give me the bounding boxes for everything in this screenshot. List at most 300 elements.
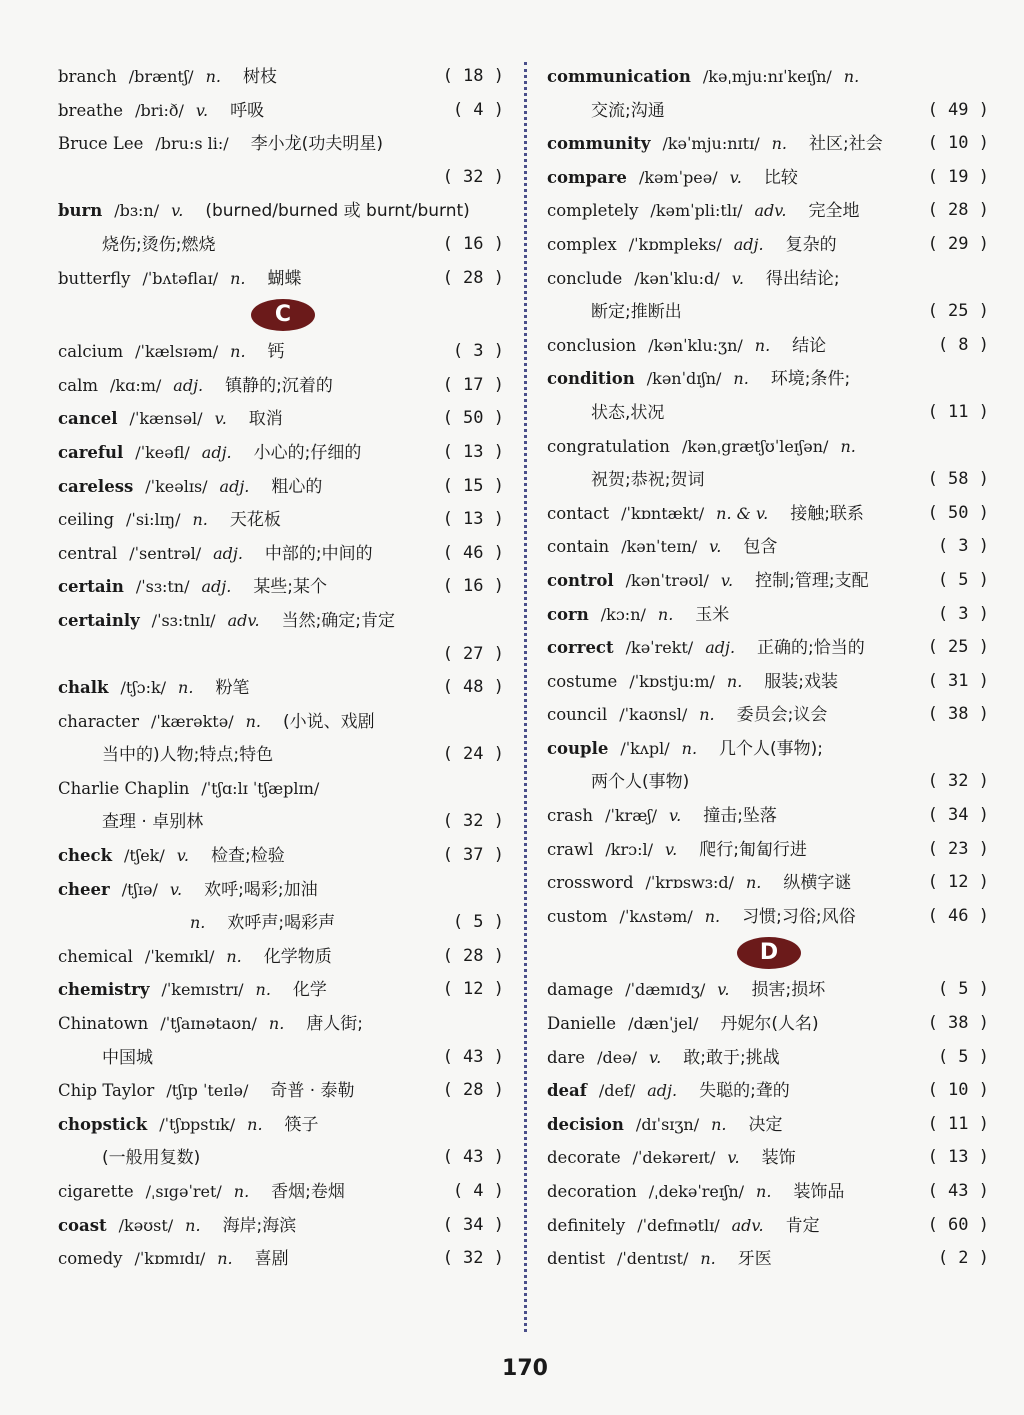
- headword: conclusion: [547, 335, 637, 355]
- part-of-speech: n.: [745, 873, 762, 893]
- part-of-speech: v.: [709, 537, 722, 557]
- entry-text: [58, 194, 470, 229]
- chinese-meaning: 钙: [267, 342, 285, 363]
- dictionary-entry: [58, 470, 504, 504]
- page-number: 170: [502, 1356, 548, 1381]
- headword: community: [547, 134, 651, 154]
- headword: control: [547, 570, 614, 590]
- chinese-meaning: 欢呼声;喝彩声: [227, 913, 336, 934]
- phonetic-transcription: /dænˈjel/: [628, 1014, 699, 1034]
- entry-text: [547, 127, 883, 162]
- phonetic-transcription: /ˈdekəreɪt/: [632, 1148, 716, 1168]
- unit-reference: ( 31 ): [927, 670, 989, 691]
- part-of-speech: v.: [729, 167, 742, 187]
- dictionary-entry: [58, 503, 504, 537]
- chinese-meaning: 状态,状况: [591, 402, 665, 423]
- headword: cheer: [58, 879, 110, 899]
- part-of-speech: n.: [771, 134, 787, 154]
- headword: cigarette: [58, 1182, 134, 1201]
- entry-continuation: [58, 1141, 504, 1175]
- chinese-meaning: 结论: [792, 335, 827, 356]
- phonetic-transcription: /ˈkʌstəm/: [619, 906, 693, 926]
- dictionary-entry: [58, 839, 504, 873]
- unit-reference: ( 8 ): [937, 334, 989, 355]
- unit-reference: ( 28 ): [442, 945, 504, 966]
- phonetic-transcription: /ˌsɪgəˈret/: [145, 1182, 222, 1201]
- entry-text: [591, 463, 704, 498]
- dictionary-entry: [547, 631, 989, 665]
- phonetic-transcription: /ˈkemɪstrɪ/: [161, 980, 244, 1000]
- phonetic-transcription: /kənˌgrætʃʊˈleɪʃən/: [681, 436, 829, 456]
- entry-continuation: [58, 1041, 504, 1075]
- phonetic-transcription: /ˈkræʃ/: [605, 806, 657, 826]
- part-of-speech: n.: [843, 67, 860, 86]
- unit-reference: ( 18 ): [442, 66, 504, 86]
- dictionary-entry: [58, 1175, 504, 1209]
- part-of-speech: n.: [185, 1215, 201, 1235]
- unit-reference: ( 5 ): [937, 1046, 989, 1067]
- headword: crash: [547, 806, 594, 826]
- entry-text: [591, 765, 689, 800]
- dictionary-entry: [58, 194, 504, 228]
- chinese-meaning: 丹妮尔(人名): [720, 1014, 819, 1035]
- phonetic-transcription: /ˈtʃɑ:lɪ ˈtʃæplɪn/: [201, 778, 320, 798]
- part-of-speech: v.: [176, 846, 189, 866]
- headword: certainly: [58, 610, 140, 630]
- entry-text: [58, 127, 383, 162]
- phonetic-transcription: /kɑ:m/: [110, 375, 162, 395]
- unit-reference: ( 12 ): [927, 872, 989, 893]
- entry-text: [58, 570, 327, 605]
- dictionary-entry: [58, 1108, 504, 1142]
- dictionary-entry: [547, 732, 989, 766]
- phonetic-transcription: /ˈkaʊnsl/: [619, 705, 688, 725]
- part-of-speech: v.: [720, 570, 734, 590]
- part-of-speech: n.: [233, 1182, 250, 1201]
- chinese-meaning: 化学物质: [263, 946, 332, 967]
- part-of-speech: n.: [840, 436, 856, 456]
- phonetic-transcription: /ˈkɒntækt/: [621, 503, 705, 523]
- dictionary-entry: [547, 1209, 989, 1243]
- chinese-meaning: 某些;某个: [253, 577, 328, 598]
- part-of-speech: n.: [681, 738, 698, 758]
- dictionary-entry: [547, 564, 989, 598]
- unit-reference: ( 58 ): [927, 469, 989, 490]
- chinese-meaning: 复杂的: [785, 234, 837, 255]
- part-of-speech: adj.: [213, 543, 243, 563]
- unit-reference: ( 38 ): [927, 1013, 989, 1034]
- unit-reference: ( 25 ): [927, 301, 989, 322]
- entry-text: [58, 839, 285, 874]
- part-of-speech: n.: [190, 913, 206, 933]
- entry-text: [58, 873, 318, 908]
- part-of-speech: v.: [727, 1148, 740, 1168]
- entry-text: [58, 604, 395, 639]
- chinese-meaning: 祝贺;恭祝;贺词: [591, 470, 705, 491]
- chinese-meaning: 唐人街;: [306, 1014, 364, 1035]
- headword: chemistry: [58, 980, 150, 1000]
- column-divider: [524, 62, 527, 1332]
- unit-reference: ( 37 ): [442, 845, 504, 866]
- unit-reference: ( 10 ): [927, 133, 989, 154]
- unit-reference: ( 32 ): [442, 166, 504, 187]
- unit-reference: ( 16 ): [442, 233, 504, 254]
- part-of-speech: v.: [664, 839, 678, 859]
- entry-text: [547, 1242, 772, 1277]
- dictionary-entry: [58, 570, 504, 604]
- unit-reference: ( 3 ): [452, 341, 504, 362]
- unit-reference: ( 19 ): [927, 166, 989, 187]
- dictionary-entry: [58, 772, 504, 806]
- entry-text: [547, 262, 840, 297]
- part-of-speech: n.: [704, 906, 721, 926]
- entry-continuation: [547, 463, 989, 497]
- phonetic-transcription: /ˈkænsəl/: [129, 409, 203, 429]
- unit-reference: ( 15 ): [442, 475, 504, 496]
- entry-text: [58, 537, 373, 572]
- dictionary-entry: [547, 228, 989, 262]
- chinese-meaning: 正确的;恰当的: [757, 638, 865, 659]
- entry-text: [58, 1209, 296, 1244]
- dictionary-entry: [58, 973, 504, 1007]
- headword: chopstick: [58, 1114, 148, 1134]
- entry-text: [58, 94, 264, 129]
- unit-reference: ( 5 ): [937, 569, 989, 590]
- headword: Bruce Lee: [58, 134, 144, 154]
- chinese-meaning: 香烟;卷烟: [271, 1182, 345, 1202]
- phonetic-transcription: /ˈsɜ:tnlɪ/: [151, 610, 216, 630]
- entry-continuation: [58, 228, 504, 262]
- unit-reference: ( 48 ): [442, 677, 504, 698]
- chinese-meaning: 呼吸: [230, 100, 265, 121]
- chinese-meaning: 比较: [763, 167, 798, 188]
- unit-reference: ( 49 ): [927, 99, 989, 120]
- chinese-meaning: 李小龙(功夫明星): [250, 134, 383, 155]
- entry-continuation: [58, 805, 504, 839]
- dictionary-entry: [547, 262, 989, 296]
- entry-text: [547, 564, 869, 599]
- dictionary-entry: [58, 127, 504, 161]
- entry-text: [547, 1209, 820, 1244]
- unit-reference: ( 43 ): [442, 1046, 504, 1067]
- entry-text: [547, 698, 827, 733]
- entry-text: [547, 194, 859, 229]
- phonetic-transcription: /ˈbʌtəflaɪ/: [142, 268, 219, 288]
- headword: certain: [58, 577, 124, 597]
- headword: character: [58, 711, 139, 731]
- chinese-meaning: (小说、戏剧: [282, 711, 375, 732]
- unit-reference: ( 32 ): [442, 1248, 504, 1269]
- entry-text: [58, 436, 361, 471]
- entry-text: [102, 738, 273, 773]
- unit-reference: ( 11 ): [927, 401, 989, 422]
- dictionary-entry: [58, 671, 504, 705]
- part-of-speech: v.: [214, 409, 227, 429]
- phonetic-transcription: /kənˈtrəʊl/: [625, 570, 709, 590]
- entry-text: [58, 1108, 319, 1143]
- phonetic-transcription: /krɔ:l/: [605, 839, 653, 859]
- headword: contain: [547, 537, 610, 557]
- chinese-meaning: 当中的)人物;特点;特色: [102, 745, 274, 766]
- phonetic-transcription: /ˈdentɪst/: [616, 1249, 689, 1269]
- part-of-speech: n.: [726, 671, 743, 691]
- entry-text: [547, 833, 807, 868]
- entry-text: [547, 732, 823, 767]
- headword: careful: [58, 442, 124, 462]
- chinese-meaning: 筷子: [284, 1114, 319, 1135]
- entry-text: [591, 295, 682, 330]
- phonetic-transcription: /bri:ð/: [135, 100, 184, 120]
- unit-reference: ( 17 ): [442, 374, 504, 395]
- phonetic-transcription: /kəʊst/: [118, 1215, 174, 1235]
- dictionary-entry: [547, 497, 989, 531]
- dictionary-entry: [547, 900, 989, 934]
- unit-reference: ( 38 ): [927, 704, 989, 725]
- phonetic-transcription: /kəmˈpeə/: [638, 167, 718, 187]
- headword: congratulation: [547, 436, 670, 456]
- entry-continuation: [547, 765, 989, 799]
- unit-reference: ( 10 ): [927, 1080, 989, 1101]
- unit-reference: ( 3 ): [937, 603, 989, 624]
- headword: costume: [547, 671, 618, 691]
- dictionary-entry: [547, 194, 989, 228]
- part-of-speech: adv.: [754, 201, 787, 221]
- entry-text: [547, 1007, 819, 1042]
- chinese-meaning: 敢;敢于;挑战: [683, 1047, 780, 1068]
- chinese-meaning: 接触;联系: [790, 503, 864, 524]
- headword: crossword: [547, 873, 634, 893]
- dictionary-entry: [547, 598, 989, 632]
- part-of-speech: n. & v.: [716, 503, 769, 523]
- phonetic-transcription: /kəˌmju:nɪˈkeɪʃn/: [702, 67, 832, 86]
- phonetic-transcription: /tʃɔ:k/: [120, 678, 167, 698]
- phonetic-transcription: /ˈkɒmpleks/: [628, 234, 722, 254]
- dictionary-entry: [58, 604, 504, 638]
- chinese-meaning: 完全地: [808, 201, 860, 222]
- entry-text: [547, 900, 856, 935]
- entry-text: [547, 1108, 783, 1143]
- part-of-speech: adj.: [201, 577, 232, 597]
- letter-badge-c: C: [251, 299, 315, 331]
- unit-reference: ( 29 ): [927, 233, 989, 254]
- chinese-meaning: 天花板: [229, 510, 281, 531]
- chinese-meaning: 小心的;仔细的: [253, 442, 362, 463]
- entry-text: [547, 430, 856, 464]
- chinese-meaning: 社区;社会: [808, 134, 883, 155]
- unit-reference: ( 2 ): [937, 1248, 989, 1269]
- phonetic-transcription: /kənˈklu:d/: [634, 268, 720, 288]
- part-of-speech: n.: [657, 604, 674, 624]
- entry-text: [58, 402, 283, 437]
- unit-reference: ( 13 ): [442, 441, 504, 462]
- headword: communication: [547, 67, 691, 86]
- entry-continuation: [58, 738, 504, 772]
- entry-text: [547, 1041, 780, 1076]
- phonetic-transcription: /ˈkeəfl/: [135, 442, 190, 462]
- dictionary-entry: [58, 1007, 504, 1041]
- chinese-meaning: 几个人(事物);: [719, 738, 824, 759]
- phonetic-transcription: /tʃɪp ˈteɪlə/: [166, 1081, 249, 1101]
- entry-text: [58, 369, 333, 404]
- chinese-meaning: 决定: [748, 1114, 783, 1135]
- chinese-meaning: 蝴蝶: [267, 268, 302, 289]
- headword: deaf: [547, 1081, 587, 1101]
- chinese-meaning: 树枝: [242, 67, 277, 87]
- letter-section-header: [547, 933, 989, 973]
- dictionary-entry: [547, 1007, 989, 1041]
- part-of-speech: v.: [731, 268, 744, 288]
- part-of-speech: v.: [717, 980, 730, 1000]
- entry-text: [547, 530, 777, 565]
- headword: central: [58, 543, 118, 563]
- headword: check: [58, 846, 113, 866]
- headword: branch: [58, 67, 117, 86]
- chinese-meaning: 肯定: [785, 1215, 820, 1236]
- phonetic-transcription: /ˈsi:lɪŋ/: [126, 510, 181, 530]
- dictionary-entry: [547, 329, 989, 363]
- chinese-meaning: 粉笔: [215, 678, 250, 699]
- part-of-speech: n.: [700, 1249, 716, 1269]
- headword: Chip Taylor: [58, 1081, 155, 1101]
- headword: complex: [547, 234, 617, 254]
- dictionary-entry: [547, 799, 989, 833]
- entry-text: [547, 1175, 844, 1210]
- headword: damage: [547, 980, 614, 1000]
- chinese-meaning: 检查;检验: [210, 846, 285, 867]
- part-of-speech: n.: [178, 678, 194, 698]
- chinese-meaning: 装饰: [761, 1148, 796, 1169]
- entry-text: [58, 1007, 363, 1042]
- phonetic-transcription: /kənˈteɪn/: [621, 537, 698, 557]
- part-of-speech: v.: [649, 1047, 662, 1067]
- entry-continuation: [58, 161, 504, 195]
- entry-text: [58, 1074, 355, 1109]
- entry-text: [547, 598, 729, 633]
- unit-reference: ( 12 ): [442, 979, 504, 1000]
- chinese-meaning: 牙医: [737, 1249, 772, 1270]
- chinese-meaning: 查理 · 卓别林: [102, 812, 204, 833]
- dictionary-entry: [547, 430, 989, 464]
- headword: ceiling: [58, 510, 115, 530]
- chinese-meaning: 海岸;海滨: [222, 1215, 297, 1236]
- part-of-speech: v.: [169, 879, 183, 899]
- entry-text: [58, 973, 327, 1008]
- phonetic-transcription: /ˈkʌpl/: [620, 738, 670, 758]
- part-of-speech: n.: [699, 705, 715, 725]
- headword: crawl: [547, 839, 594, 859]
- phonetic-transcription: /ˈtʃaɪnətaʊn/: [160, 1014, 257, 1034]
- chinese-meaning: (burned/burned 或 burnt/burnt): [205, 201, 470, 222]
- phonetic-transcription: /ˈdæmɪdʒ/: [625, 980, 706, 1000]
- unit-reference: ( 3 ): [937, 536, 989, 557]
- chinese-meaning: 断定;推断出: [591, 302, 682, 323]
- entry-text: [547, 329, 826, 364]
- unit-reference: ( 25 ): [927, 637, 989, 658]
- unit-reference: ( 46 ): [927, 905, 989, 926]
- phonetic-transcription: /kənˈklu:ʒn/: [648, 335, 743, 355]
- phonetic-transcription: /ˈdefɪnətlɪ/: [637, 1215, 720, 1235]
- unit-reference: ( 24 ): [442, 744, 504, 765]
- entry-continuation: [547, 396, 989, 430]
- part-of-speech: adj.: [173, 375, 204, 395]
- part-of-speech: adj.: [705, 638, 736, 658]
- unit-reference: ( 43 ): [442, 1147, 504, 1168]
- headword: comedy: [58, 1249, 123, 1269]
- phonetic-transcription: /ˈkælsɪəm/: [135, 342, 219, 362]
- unit-reference: ( 16 ): [442, 576, 504, 597]
- dictionary-entry: [547, 1041, 989, 1075]
- dictionary-entry: [58, 436, 504, 470]
- chinese-meaning: 服装;戏装: [764, 671, 839, 692]
- chinese-meaning: 得出结论;: [765, 268, 840, 289]
- dictionary-entry: [547, 665, 989, 699]
- phonetic-transcription: /bɜ:n/: [114, 201, 160, 221]
- unit-reference: ( 28 ): [927, 200, 989, 221]
- chinese-meaning: 爬行;匍匐行进: [699, 839, 807, 860]
- dictionary-entry: [58, 537, 504, 571]
- headword: corn: [547, 604, 589, 624]
- entry-text: [591, 94, 665, 129]
- chinese-meaning: 损害;损坏: [751, 980, 826, 1001]
- chinese-meaning: 环境;条件;: [770, 369, 851, 390]
- part-of-speech: v.: [668, 806, 682, 826]
- phonetic-transcription: /ˈkemɪkl/: [144, 946, 215, 966]
- chinese-meaning: (一般用复数): [102, 1148, 201, 1169]
- unit-reference: ( 32 ): [442, 811, 504, 832]
- headword: decoration: [547, 1182, 637, 1201]
- chinese-meaning: 包含: [743, 537, 778, 558]
- dictionary-entry: [58, 1242, 504, 1276]
- chinese-meaning: 委员会;议会: [736, 705, 828, 726]
- dictionary-entry: [58, 60, 504, 94]
- chinese-meaning: 奇普 · 泰勒: [270, 1081, 355, 1102]
- headword: calcium: [58, 342, 124, 362]
- headword: custom: [547, 906, 608, 926]
- phonetic-transcription: /ˈkærəktə/: [150, 711, 234, 731]
- entry-continuation: [58, 906, 504, 940]
- part-of-speech: adj.: [647, 1081, 678, 1101]
- entry-text: [58, 1175, 345, 1210]
- chinese-meaning: 喜剧: [254, 1249, 289, 1270]
- headword: Danielle: [547, 1014, 617, 1034]
- unit-reference: ( 11 ): [927, 1113, 989, 1134]
- chinese-meaning: 中国城: [102, 1047, 153, 1068]
- dictionary-entry: [58, 1209, 504, 1243]
- entry-text: [58, 1242, 289, 1277]
- headword: couple: [547, 738, 609, 758]
- dictionary-entry: [547, 1175, 989, 1209]
- headword: contact: [547, 503, 610, 523]
- dictionary-entry: [58, 262, 504, 296]
- headword: careless: [58, 476, 134, 496]
- part-of-speech: n.: [756, 1182, 772, 1201]
- part-of-speech: n.: [754, 335, 771, 355]
- headword: council: [547, 705, 608, 725]
- dictionary-entry: [58, 369, 504, 403]
- dictionary-entry: [547, 1108, 989, 1142]
- headword: chalk: [58, 678, 109, 698]
- part-of-speech: n.: [255, 980, 271, 1000]
- headword: conclude: [547, 268, 623, 288]
- dictionary-entry: [547, 973, 989, 1007]
- phonetic-transcription: /tʃek/: [124, 846, 165, 866]
- phonetic-transcription: /kɔ:n/: [600, 604, 646, 624]
- unit-reference: ( 28 ): [442, 267, 504, 288]
- entry-text: [102, 1141, 200, 1176]
- unit-reference: ( 50 ): [927, 502, 989, 523]
- part-of-speech: n.: [217, 1249, 233, 1269]
- entry-continuation: [547, 94, 989, 128]
